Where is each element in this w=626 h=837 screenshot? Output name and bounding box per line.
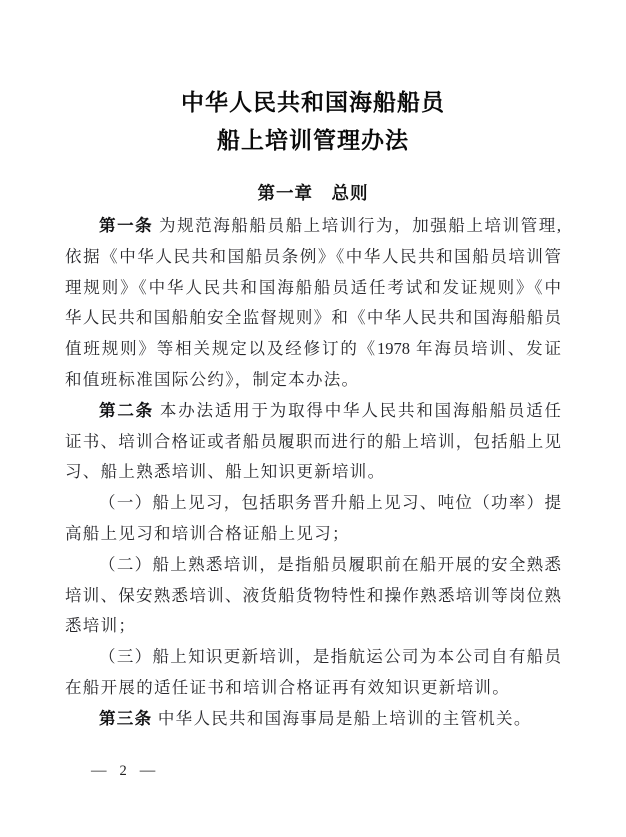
body-line-text: 悉培训；: [65, 616, 137, 636]
body-line-text: 理规则》《中华人民共和国海船船员适任考试和发证规则》《中: [65, 277, 561, 297]
body-line: [65, 673, 561, 704]
body-line-text: 本办法适用于为取得中华人民共和国海船船员适任: [159, 400, 562, 420]
body-line-text: 和值班标准国际公约》，制定本办法。: [65, 369, 360, 389]
body-line-text: （一）船上见习，包括职务晋升船上见习、吨位（功率）提: [99, 493, 561, 513]
body-line-text: 在船开展的适任证书和培训合格证再有效知识更新培训。: [65, 677, 510, 697]
body-line: [65, 457, 561, 488]
body-line: [65, 242, 561, 273]
document-title-line-2: 船上培训管理办法: [217, 127, 409, 153]
body-line-text: （二）船上熟悉培训，是指船员履职前在船开展的安全熟悉: [99, 554, 561, 574]
chapter-heading: 第一章 总则: [257, 183, 369, 203]
body-line: [65, 642, 561, 673]
body-line: [65, 581, 561, 612]
body-line: [65, 365, 561, 396]
footer-dash-left: —: [91, 762, 107, 779]
body-line-text: 华人民共和国船舶安全监督规则》和《中华人民共和国海船船员: [65, 308, 561, 328]
body-line: [65, 427, 561, 458]
body-line-text: （三）船上知识更新培训，是指航运公司为本公司自有船员: [99, 647, 561, 667]
body-line: [65, 273, 561, 304]
body-line: [65, 303, 561, 334]
body-line-text: 培训、保安熟悉培训、液货船货物特性和操作熟悉培训等岗位熟: [65, 585, 561, 605]
document-title: [65, 84, 561, 159]
body-line: [65, 519, 561, 550]
article-number: 第三条: [99, 708, 153, 728]
body-line-text: 证书、培训合格证或者船员履职而进行的船上培训，包括船上见: [65, 431, 561, 451]
body-line: [65, 550, 561, 581]
body-line: [65, 396, 561, 427]
body-line: [65, 211, 561, 242]
footer-dash-right: —: [139, 762, 156, 779]
document-body: [65, 211, 561, 735]
body-line-text: 值班规则》等相关规定以及经修订的《1978 年海员培训、发证: [65, 339, 561, 359]
page-number: 2: [119, 763, 127, 779]
body-line-text: 习、船上熟悉培训、船上知识更新培训。: [65, 462, 386, 482]
document-content: [0, 84, 626, 735]
body-line: [65, 611, 561, 642]
body-line-text: 为规范海船船员船上培训行为，加强船上培训管理,: [158, 216, 562, 235]
body-line: [65, 488, 561, 519]
page-footer: [91, 762, 155, 780]
article-number: 第二条: [99, 400, 154, 420]
body-line-text: 高船上见习和培训合格证船上见习；: [65, 523, 350, 543]
body-line: [65, 334, 561, 365]
document-title-line-1: 中华人民共和国海船船员: [181, 90, 445, 115]
body-line-text: 中华人民共和国海事局是船上培训的主管机关。: [157, 708, 532, 728]
body-line-text: 依据《中华人民共和国船员条例》《中华人民共和国船员培训管: [65, 246, 561, 266]
article-number: 第一条: [99, 216, 154, 235]
body-line: [65, 704, 561, 735]
